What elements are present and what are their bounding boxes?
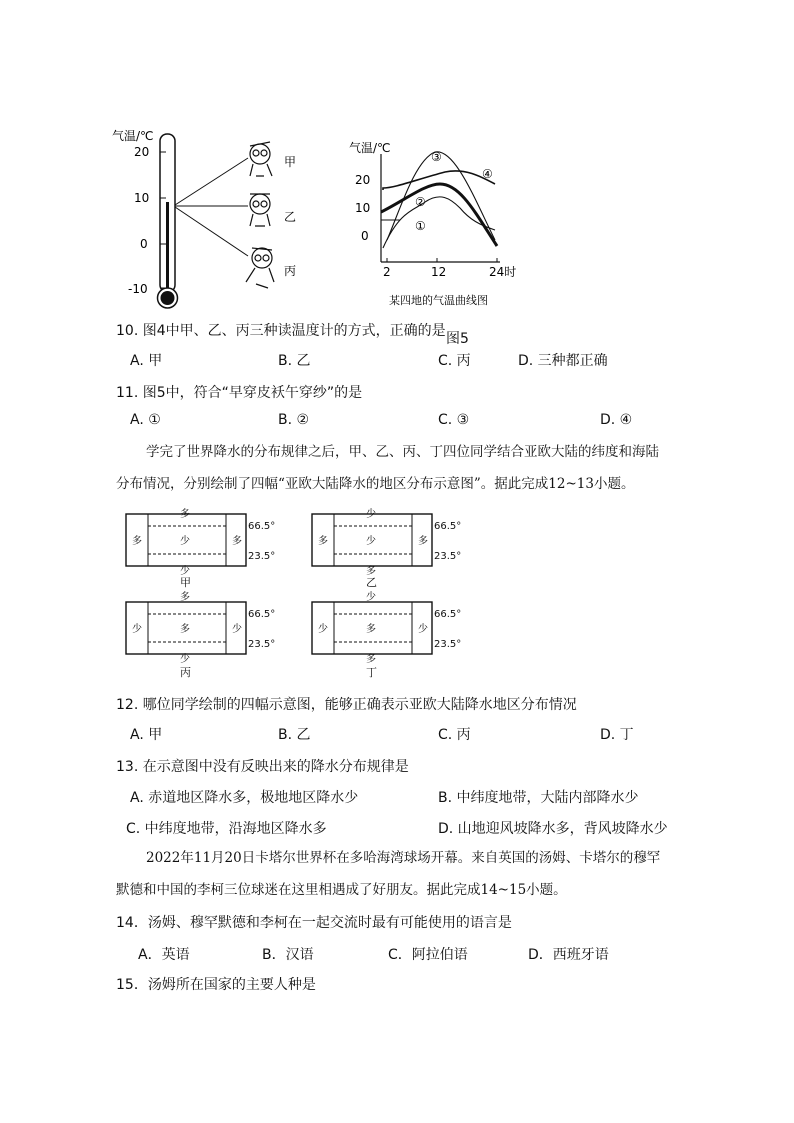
- tick-label: 10: [134, 191, 150, 205]
- question-10-stem: 10. 图4中甲、乙、丙三种读温度计的方式，正确的是: [116, 323, 446, 339]
- x-tick-label: 24时: [489, 265, 517, 279]
- reader-label: 甲: [284, 155, 297, 169]
- map-label: 少: [366, 509, 376, 520]
- option-a[interactable]: A. 赤道地区降水多，极地地区降水少: [130, 790, 359, 806]
- option-b[interactable]: B. 乙: [278, 353, 311, 369]
- option-a[interactable]: A．英语: [138, 947, 190, 963]
- thermometer-figure: [100, 118, 320, 318]
- map-label: 多: [418, 536, 428, 547]
- y-tick-label: 10: [355, 201, 371, 215]
- option-a[interactable]: A. 甲: [130, 353, 163, 369]
- option-d[interactable]: D. 山地迎风坡降水多，背风坡降水少: [438, 821, 668, 837]
- fig4-ylabel: 气温/℃: [112, 129, 154, 143]
- option-b[interactable]: B. 乙: [278, 727, 311, 743]
- y-tick-label: 0: [361, 229, 369, 243]
- lat-label: 66.5°: [248, 609, 276, 620]
- map-label: 少: [318, 624, 328, 635]
- reader-label: 乙: [284, 210, 297, 224]
- y-tick-label: 20: [355, 173, 371, 187]
- intro-14-15-line2: 默德和中国的李柯三位球迷在这里相遇成了好朋友。据此完成14~15小题。: [116, 882, 567, 898]
- map-label: 多: [232, 536, 242, 547]
- reader-jia-icon: [250, 142, 272, 176]
- option-c[interactable]: C. 中纬度地带，沿海地区降水多: [126, 821, 327, 837]
- map-label: 少: [366, 592, 376, 603]
- curve-label: ④: [482, 167, 493, 181]
- option-b[interactable]: B．汉语: [262, 947, 314, 963]
- curve-label: ①: [415, 219, 426, 233]
- reader-yi-icon: [250, 194, 270, 226]
- reader-bing-icon: [246, 248, 274, 288]
- option-d[interactable]: D．西班牙语: [528, 947, 609, 963]
- lat-label: 23.5°: [248, 551, 276, 562]
- precipitation-maps: [120, 504, 480, 682]
- lat-label: 66.5°: [248, 521, 276, 532]
- lat-label: 66.5°: [434, 521, 462, 532]
- x-tick-label: 2: [383, 265, 391, 279]
- fig5-ylabel: 气温/℃: [349, 141, 391, 155]
- map-name: 甲: [180, 576, 191, 589]
- map-label: 多: [180, 624, 190, 635]
- map-label: 少: [366, 536, 376, 547]
- curve-label: ②: [415, 195, 426, 209]
- option-b[interactable]: B. 中纬度地带，大陆内部降水少: [438, 790, 639, 806]
- option-a[interactable]: A. 甲: [130, 727, 163, 743]
- map-label: 少: [180, 536, 190, 547]
- map-name: 丁: [366, 666, 377, 679]
- lat-label: 66.5°: [434, 609, 462, 620]
- map-ding: [312, 590, 461, 679]
- tick-label: 20: [134, 145, 150, 159]
- map-label: 多: [366, 566, 376, 577]
- intro-12-13-line2: 分布情况，分别绘制了四幅“亚欧大陆降水的地区分布示意图”。据此完成12~13小题。: [116, 476, 635, 492]
- option-a[interactable]: A. ①: [130, 412, 161, 428]
- curve-label: ③: [431, 150, 442, 164]
- map-label: 多: [180, 592, 190, 603]
- map-name: 乙: [366, 576, 377, 589]
- option-d[interactable]: D. 丁: [600, 727, 634, 743]
- map-label: 多: [180, 509, 190, 520]
- option-c[interactable]: C. 丙: [438, 727, 471, 743]
- map-label: 多: [318, 536, 328, 547]
- map-bing: [126, 591, 275, 679]
- lat-label: 23.5°: [434, 551, 462, 562]
- fig5-caption: 某四地的气温曲线图: [389, 294, 488, 307]
- option-c[interactable]: C. ③: [438, 412, 470, 428]
- reader-label: 丙: [284, 264, 297, 278]
- map-yi: [312, 507, 461, 589]
- option-c[interactable]: C．阿拉伯语: [388, 947, 468, 963]
- option-d[interactable]: D. 三种都正确: [518, 353, 608, 369]
- map-name: 丙: [180, 666, 191, 679]
- map-label: 多: [132, 536, 142, 547]
- curve-3: [387, 152, 495, 240]
- question-15-stem: 15．汤姆所在国家的主要人种是: [116, 977, 316, 993]
- map-label: 少: [180, 566, 190, 577]
- mercury-bulb: [161, 291, 175, 305]
- lat-label: 23.5°: [434, 639, 462, 650]
- map-jia: [126, 508, 275, 589]
- lat-label: 23.5°: [248, 639, 276, 650]
- tick-label: -10: [128, 282, 148, 296]
- option-c[interactable]: C. 丙: [438, 353, 471, 369]
- question-13-stem: 13. 在示意图中没有反映出来的降水分布规律是: [116, 759, 409, 775]
- map-label: 多: [366, 654, 376, 665]
- tick-label: 0: [140, 237, 148, 251]
- option-b[interactable]: B. ②: [278, 412, 310, 428]
- map-label: 多: [366, 624, 376, 635]
- intro-12-13-line1: 学完了世界降水的分布规律之后，甲、乙、丙、丁四位同学结合亚欧大陆的纬度和海陆: [146, 444, 659, 460]
- option-d[interactable]: D. ④: [600, 412, 633, 428]
- map-label: 少: [180, 654, 190, 665]
- map-label: 少: [132, 624, 142, 635]
- fig5-label: 图5: [446, 331, 469, 347]
- map-label: 少: [418, 624, 428, 635]
- x-tick-label: 12: [431, 265, 447, 279]
- curve-2: [381, 184, 497, 246]
- temperature-curves-chart: [345, 140, 525, 312]
- question-12-stem: 12. 哪位同学绘制的四幅示意图，能够正确表示亚欧大陆降水地区分布情况: [116, 697, 577, 713]
- curve-4: [383, 171, 495, 190]
- map-label: 少: [232, 624, 242, 635]
- question-11-stem: 11. 图5中，符合“早穿皮袄午穿纱”的是: [116, 385, 363, 401]
- question-14-stem: 14．汤姆、穆罕默德和李柯在一起交流时最有可能使用的语言是: [116, 915, 512, 931]
- intro-14-15-line1: 2022年11月20日卡塔尔世界杯在多哈海湾球场开幕。来自英国的汤姆、卡塔尔的穆罕: [146, 850, 661, 866]
